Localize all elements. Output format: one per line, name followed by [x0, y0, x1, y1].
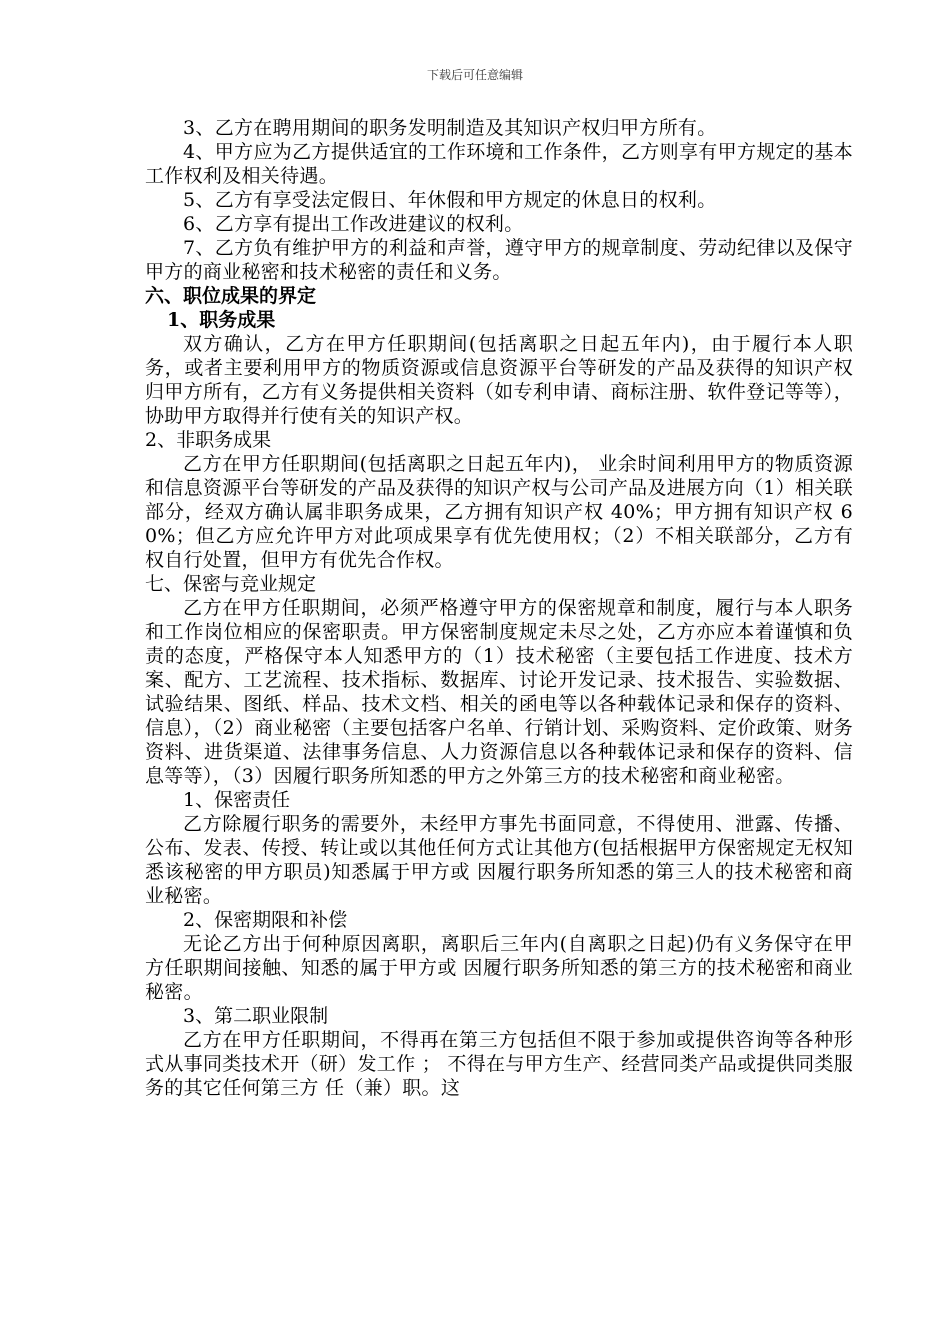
- clause-4: 4、甲方应为乙方提供适宜的工作环境和工作条件，乙方则享有甲方规定的基本工作权利及相关待遇。: [145, 141, 853, 187]
- section-7-body: 乙方在甲方任职期间，必须严格遵守甲方的保密规章和制度，履行与本人职务和工作岗位相应的保密职责。甲方保密制度规定未尽之处，乙方亦应本着谨慎和负责的态度，严格保守本人知悉甲方的（1）技术秘密（主要包括工作进度、技术方案、配方、工艺流程、技术指标、数据库、讨论开发记录、技术报告、实验数据、试验结果、图纸、样品、技术文档、相关的函电等以各种载体记录和保存的资料、信息），（2）商业秘密（主要包括客户名单、行销计划、采购资料、定价政策、财务资料、进货渠道、法律事务信息、人力资源信息以各种载体记录和保存的资料、信息等等），（3）因履行职务所知悉的甲方之外第三方的技术秘密和商业秘密。: [145, 597, 853, 787]
- section-7-1-title: 1、保密责任: [183, 789, 291, 811]
- document-body: [145, 116, 853, 1100]
- header-note: 下载后可任意编辑: [426, 68, 523, 82]
- section-7-2-body: 无论乙方出于何种原因离职，离职后三年内(自离职之日起)仍有义务保守在甲方任职期间接触、知悉的属于甲方或 因履行职务所知悉的第三方的技术秘密和商业秘密。: [145, 933, 853, 1003]
- section-7-1-body: 乙方除履行职务的需要外，未经甲方事先书面同意，不得使用、泄露、传播、公布、发表、传授、转让或以其他任何方式让其他方(包括根据甲方保密规定无权知悉该秘密的甲方职员)知悉属于甲方或 因履行职务所知悉的第三人的技术秘密和商业秘密。: [145, 813, 853, 907]
- section-6-1-body: 双方确认，乙方在甲方任职期间(包括离职之日起五年内)，由于履行本人职务，或者主要利用甲方的物质资源或信息资源平台等研发的产品及获得的知识产权归甲方所有，乙方有义务提供相关资料（如专利申请、商标注册、软件登记等等），协助甲方取得并行使有关的知识产权。: [145, 333, 853, 427]
- clause-7: 7、乙方负有维护甲方的利益和声誉，遵守甲方的规章制度、劳动纪律以及保守甲方的商业秘密和技术秘密的责任和义务。: [145, 237, 853, 283]
- clause-6: 6、乙方享有提出工作改进建议的权利。: [183, 213, 524, 235]
- section-7-3-body: 乙方在甲方任职期间，不得再在第三方包括但不限于参加或提供咨询等各种形式从事同类技术开（研）发工作 ； 不得在与甲方生产、经营同类产品或提供同类服务的其它任何第三方 任（兼）职。这: [145, 1029, 853, 1099]
- section-6-2-body: 乙方在甲方任职期间(包括离职之日起五年内)， 业余时间利用甲方的物质资源和信息资源平台等研发的产品及获得的知识产权与公司产品及进展方向（1）相关联部分，经双方确认属非职务成果，乙方拥有知识产权 40%；甲方拥有知识产权 60%；但乙方应允许甲方对此项成果享有优先使用权；（2）不相关联部分，乙方有权自行处置，但甲方有优先合作权。: [145, 453, 853, 571]
- section-7-2-title: 2、保密期限和补偿: [183, 909, 348, 931]
- clause-5: 5、乙方有享受法定假日、年休假和甲方规定的休息日的权利。: [183, 189, 717, 211]
- clause-3: 3、乙方在聘用期间的职务发明制造及其知识产权归甲方所有。: [183, 117, 717, 139]
- section-6-1-title: 1、职务成果: [167, 309, 276, 331]
- section-6-title: 六、职位成果的界定: [145, 285, 317, 307]
- section-7-3-title: 3、第二职业限制: [183, 1005, 329, 1027]
- section-7-title: 七、保密与竞业规定: [145, 573, 317, 595]
- section-6-2-title: 2、非职务成果: [145, 429, 272, 451]
